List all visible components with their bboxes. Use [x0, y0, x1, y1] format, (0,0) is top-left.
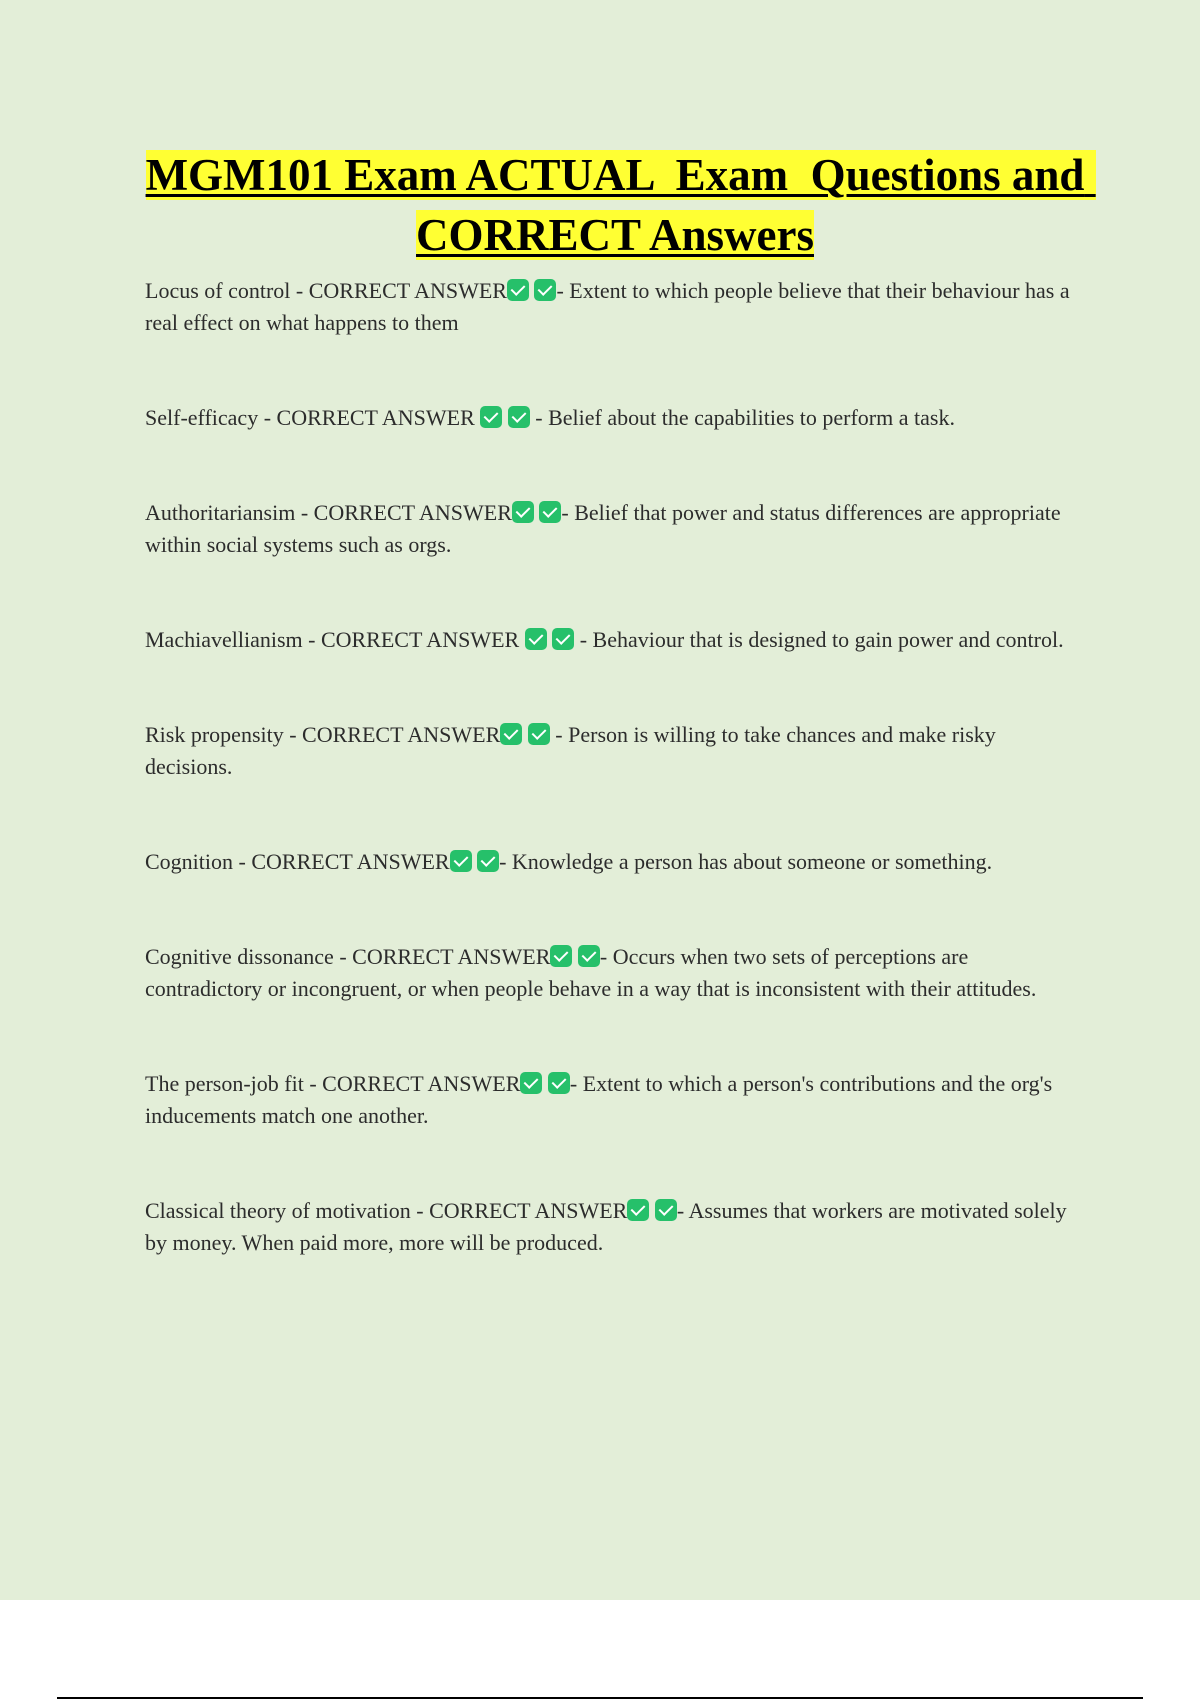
term: Risk propensity [145, 722, 284, 747]
definition: - Knowledge a person has about someone or something. [499, 849, 993, 874]
term: Locus of control [145, 278, 291, 303]
qa-item [145, 497, 1085, 561]
answer-marker: - CORRECT ANSWER [308, 627, 520, 652]
qa-item [145, 624, 1085, 656]
definition: - Extent to which people believe that their behaviour has a real effect on what happens to them [145, 278, 1076, 335]
definition: - Occurs when two sets of perceptions are contradictory or incongruent, or when people behave in a way that is inconsistent with their attitudes. [145, 944, 1037, 1001]
definition: - Belief that power and status differences are appropriate within social systems such as orgs. [145, 500, 1067, 557]
check-icon [477, 850, 499, 872]
check-icon [520, 1072, 542, 1094]
answer-marker: - CORRECT ANSWER [416, 1198, 628, 1223]
qa-item [145, 275, 1085, 339]
document-content [145, 145, 1096, 1259]
qa-item [145, 1195, 1085, 1259]
answer-marker: - CORRECT ANSWER [263, 405, 475, 430]
check-icon [508, 406, 530, 428]
check-icon [525, 628, 547, 650]
definition: - Assumes that workers are motivated solely by money. When paid more, more will be produced. [145, 1198, 1073, 1255]
answer-marker: - CORRECT ANSWER [339, 944, 551, 969]
answer-marker: - CORRECT ANSWER [238, 849, 450, 874]
check-icon [627, 1199, 649, 1221]
check-icon [512, 501, 534, 523]
document-title [145, 145, 1096, 265]
check-icon [552, 628, 574, 650]
check-icon [550, 945, 572, 967]
check-icon [548, 1072, 570, 1094]
check-icon [539, 501, 561, 523]
term: Self-efficacy [145, 405, 259, 430]
qa-item [145, 1068, 1085, 1132]
check-icon [450, 850, 472, 872]
check-icon [534, 279, 556, 301]
term: Machiavellianism [145, 627, 303, 652]
qa-item [145, 719, 1085, 783]
definition: - Belief about the capabilities to perform a task. [535, 405, 955, 430]
check-icon [500, 723, 522, 745]
check-icon [655, 1199, 677, 1221]
qa-list [145, 275, 1085, 1259]
check-icon [507, 279, 529, 301]
term: The person-job fit [145, 1071, 304, 1096]
definition: - Behaviour that is designed to gain power and control. [579, 627, 1064, 652]
footer-rule [57, 1697, 1143, 1699]
definition: - Person is willing to take chances and make risky decisions. [145, 722, 1002, 779]
qa-item [145, 941, 1085, 1005]
term: Authoritariansim [145, 500, 296, 525]
check-icon [480, 406, 502, 428]
answer-marker: - CORRECT ANSWER [289, 722, 501, 747]
check-icon [528, 723, 550, 745]
document-title-text: MGM101 Exam ACTUAL Exam Questions and CORRECT Answers [145, 150, 1096, 260]
check-icon [578, 945, 600, 967]
definition: - Extent to which a person's contributions and the org's inducements match one another. [145, 1071, 1058, 1128]
term: Cognitive dissonance [145, 944, 334, 969]
answer-marker: - CORRECT ANSWER [295, 278, 507, 303]
term: Cognition [145, 849, 234, 874]
answer-marker: - CORRECT ANSWER [309, 1071, 521, 1096]
term: Classical theory of motivation [145, 1198, 411, 1223]
qa-item [145, 846, 1085, 878]
qa-item [145, 402, 1085, 434]
answer-marker: - CORRECT ANSWER [300, 500, 512, 525]
